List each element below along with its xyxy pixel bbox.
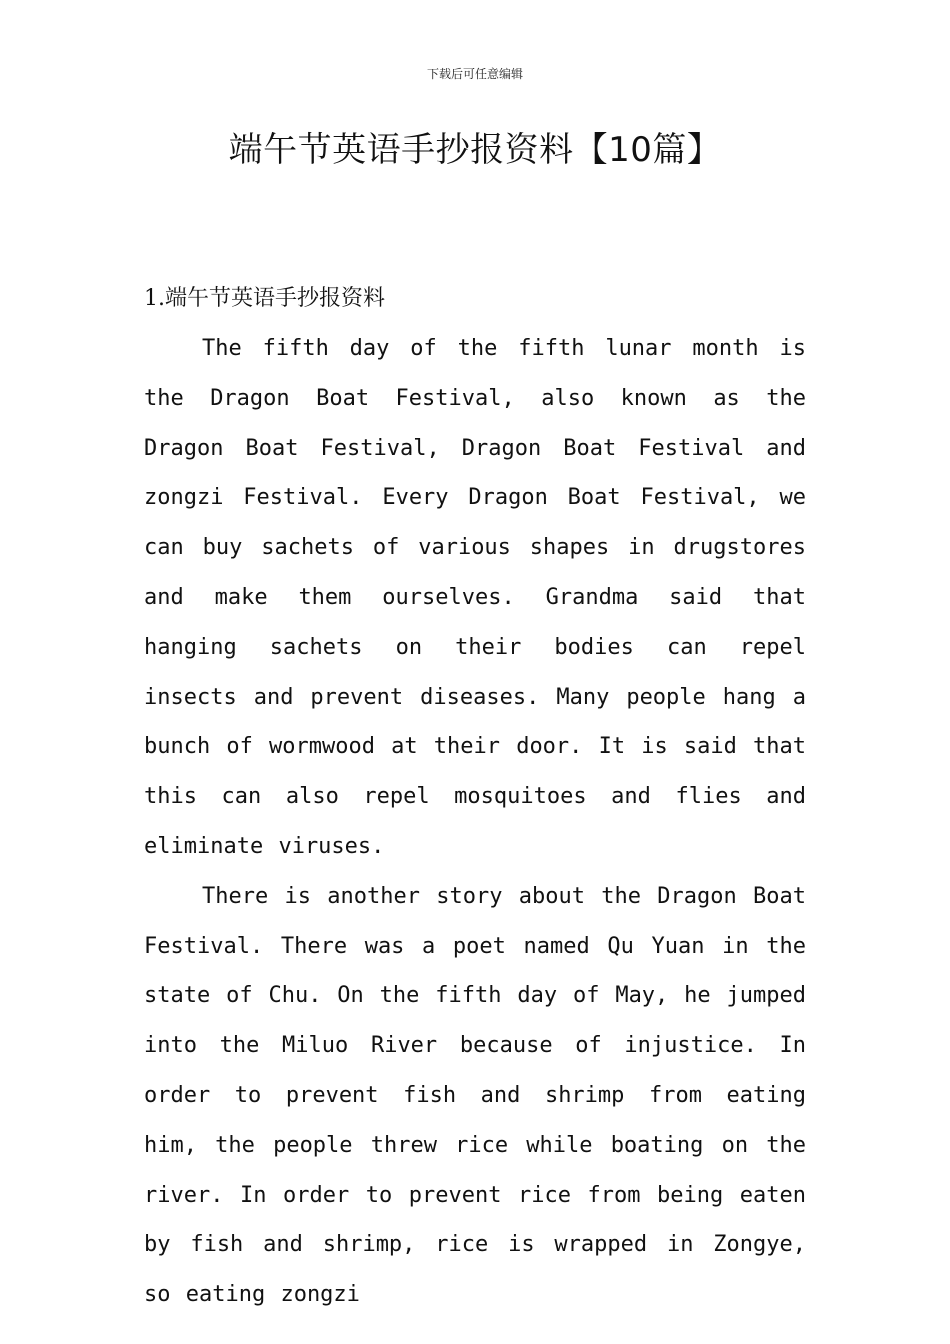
header-note: 下载后可任意编辑 <box>426 67 523 81</box>
document-title: 端午节英语手抄报资料【10篇】 <box>228 130 722 170</box>
paragraph-customs: The fifth day of the fifth lunar month is the Dragon Boat Festival, also known as the Dragon Boat Festival, Dragon Boat Festival and zongzi Festival. Every Dragon Boat Festival, we can buy sachets of various shapes in drugstores and make them ourselves. Grandma said that hanging sachets on their bodies can repel insects and prevent diseases. Many people hang a bunch of wormwood at their door. It is said that this can also repel mosquitoes and flies and eliminate viruses. <box>144 336 806 859</box>
document-body <box>144 274 806 1320</box>
section-heading: 1.端午节英语手抄报资料 <box>144 286 385 311</box>
paragraph-qu-yuan-story: There is another story about the Dragon Boat Festival. There was a poet named Qu Yuan in the state of Chu. On the fifth day of May, he jumped into the Miluo River because of injustice. In order to prevent fish and shrimp from eating him, the people threw rice while boating on the river. In order to prevent rice from being eaten by fish and shrimp, rice is wrapped in Zongye, so eating zongzi <box>144 883 806 1308</box>
